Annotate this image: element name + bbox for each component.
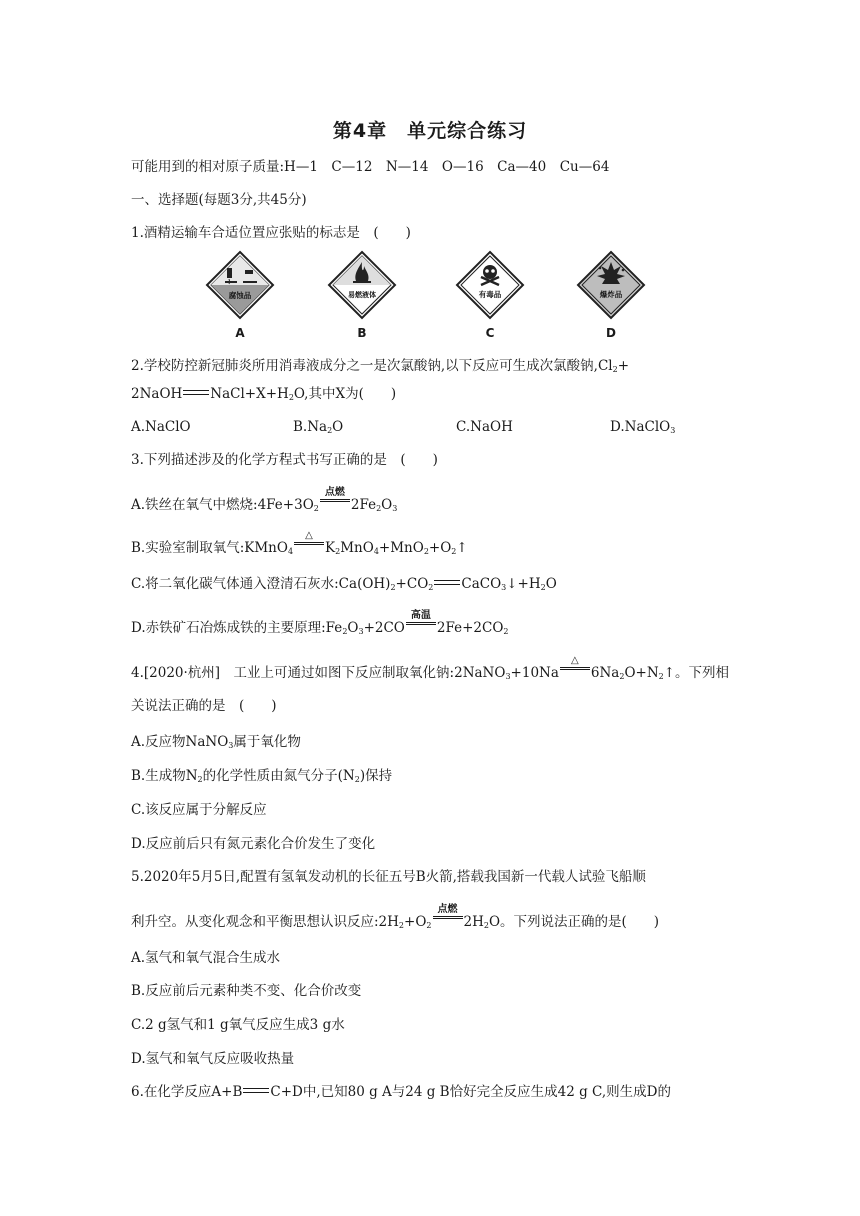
section-heading: 一、选择题(每题3分,共45分) xyxy=(131,192,307,208)
question-2-option-c[interactable]: C.NaOH xyxy=(456,419,513,435)
sign-option-b[interactable] xyxy=(327,250,397,340)
question-4-line-1: 4.[2020·杭州] 工业上可通过如图下反应制取氧化钠:2NaNO$_3$+10Na △ $6Na_2O+N_2↑$。下列相 xyxy=(131,655,730,681)
question-5-line-2: 利升空。从变化观念和平衡思想认识反应$:2H_2+O_2$ 点燃 $2H_2O$。下列说法正确的是( ) xyxy=(131,904,660,930)
sign-text-d: 爆炸品 xyxy=(599,290,623,299)
question-5-option-c[interactable]: C.2 g氢气和1 g氧气反应生成3 g水 xyxy=(131,1017,345,1033)
question-2-line-2: 2NaOH $NaCl+X+H_2O$,其中X为( ) xyxy=(131,386,397,402)
sign-option-a[interactable] xyxy=(205,250,275,340)
question-4-option-a[interactable]: A.反应物NaNO$_3$属于氧化物 xyxy=(131,734,301,750)
question-4-option-c[interactable]: C.该反应属于分解反应 xyxy=(131,802,267,818)
question-3: 3.下列描述涉及的化学方程式书写正确的是 ( ) xyxy=(131,452,438,468)
question-5-option-a[interactable]: A.氢气和氧气混合生成水 xyxy=(131,950,281,966)
question-4-option-b[interactable]: B.生成物$N_2$的化学性质由氮气分子$(N_2)$保持 xyxy=(131,768,393,784)
question-5-option-b[interactable]: B.反应前后元素种类不变、化合价改变 xyxy=(131,983,362,999)
sign-text-a: 腐蚀品 xyxy=(228,291,252,300)
question-1: 1.酒精运输车合适位置应张贴的标志是 ( ) xyxy=(131,225,411,241)
question-4-line-2: 关说法正确的是 ( ) xyxy=(131,698,277,714)
equals-sign xyxy=(183,390,209,395)
explosion-icon xyxy=(576,250,646,320)
question-2-option-d[interactable]: D.NaClO$_3$ xyxy=(610,419,676,435)
sign-text-c: 有毒品 xyxy=(478,290,502,299)
question-3-option-b[interactable]: B.实验室制取氧气:KMnO$_4$ △ $K_2MnO_4+MnO_2+O_2↑$ xyxy=(131,530,468,556)
sign-text-b: 易燃液体 xyxy=(348,291,376,299)
question-5-line-1: 5.2020年5月5日,配置有氢氧发动机的长征五号B火箭,搭载我国新一代载人试验飞船顺 xyxy=(131,869,646,885)
question-3-option-c[interactable]: C.将二氧化碳气体通入澄清石灰水$:Ca(OH)_2+CO_2$ $CaCO_3↓+H_2O$ xyxy=(131,576,557,592)
question-2-option-b[interactable]: $B.Na_2O$ xyxy=(293,419,344,435)
question-2-line-1: 2.学校防控新冠肺炎所用消毒液成分之一是次氯酸钠,以下反应可生成次氯酸钠$,Cl_2+$ xyxy=(131,358,630,374)
question-6: 6.在化学反应A+B C+D中,已知80 g A与24 g B恰好完全反应生成42 g C,则生成D的 xyxy=(131,1084,671,1100)
flame-icon xyxy=(327,250,397,320)
sign-letter-c: C xyxy=(485,326,495,340)
sign-option-c[interactable] xyxy=(455,250,525,340)
sign-letter-b: B xyxy=(357,326,367,340)
question-2-option-a[interactable]: A.NaClO xyxy=(131,419,191,435)
question-3-option-a[interactable]: A.铁丝在氧气中燃烧$:4Fe+3O_2$ 点燃 $2Fe_2O_3$ xyxy=(131,487,398,513)
sign-letter-a: A xyxy=(235,326,245,340)
hazard-signs xyxy=(205,250,665,350)
question-4-option-d[interactable]: D.反应前后只有氮元素化合价发生了变化 xyxy=(131,836,376,852)
sign-letter-d: D xyxy=(606,326,616,340)
page-title: 第4章 单元综合练习 xyxy=(332,120,528,142)
question-5-option-d[interactable]: D.氢气和氧气反应吸收热量 xyxy=(131,1051,295,1067)
corrosive-icon xyxy=(205,250,275,320)
question-3-option-d[interactable]: D.赤铁矿石冶炼成铁的主要原理$:Fe_2O_3+2CO$ 高温 $2Fe+2CO_2$ xyxy=(131,610,509,636)
sign-option-d[interactable] xyxy=(576,250,646,340)
skull-icon xyxy=(455,250,525,320)
atomic-masses: 可能用到的相对原子质量:H—1 C—12 N—14 O—16 Ca—40 Cu—64 xyxy=(131,159,610,175)
